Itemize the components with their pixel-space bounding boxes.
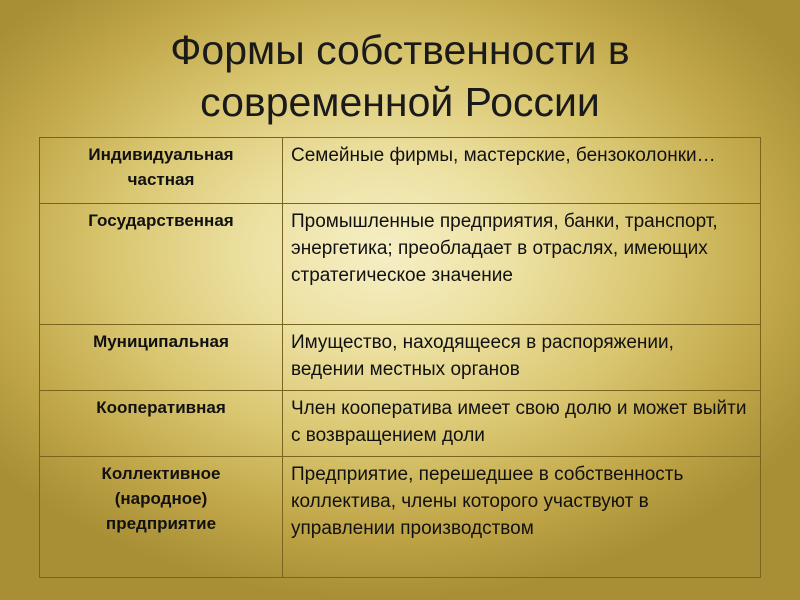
ownership-forms-table — [39, 137, 761, 578]
ownership-form-cell — [40, 138, 283, 204]
ownership-form-line: (народное) — [114, 489, 208, 508]
ownership-form-cell — [40, 391, 283, 457]
ownership-form-cell — [40, 457, 283, 578]
slide-title-line-2: современной России — [200, 79, 600, 125]
ownership-description-cell: Член кооператива имеет свою долю и может выйти с возвращением доли — [283, 391, 761, 457]
ownership-description-cell: Предприятие, перешедшее в собственность коллектива, члены которого участвуют в управлении производством — [283, 457, 761, 578]
ownership-form-cell — [40, 204, 283, 325]
ownership-description-cell: Имущество, находящееся в распоряжении, ведении местных органов — [283, 325, 761, 391]
ownership-form-line: частная — [127, 170, 195, 189]
table-row — [40, 457, 761, 578]
ownership-form-cell — [40, 325, 283, 391]
ownership-form-line: Коллективное — [101, 464, 221, 483]
slide-title — [0, 24, 800, 128]
table-row — [40, 391, 761, 457]
table-row — [40, 204, 761, 325]
ownership-form-line: Кооперативная — [96, 398, 226, 417]
ownership-form-line: Индивидуальная — [88, 145, 234, 164]
ownership-description-cell: Промышленные предприятия, банки, транспорт, энергетика; преобладает в отраслях, имеющих стратегическое значение — [283, 204, 761, 325]
table-row — [40, 138, 761, 204]
table-row — [40, 325, 761, 391]
ownership-form-line: предприятие — [105, 514, 217, 533]
ownership-form-line: Муниципальная — [93, 332, 229, 351]
ownership-description-cell: Семейные фирмы, мастерские, бензоколонки… — [283, 138, 761, 204]
slide-title-line-1: Формы собственности в — [170, 27, 630, 73]
ownership-form-line: Государственная — [88, 211, 234, 230]
